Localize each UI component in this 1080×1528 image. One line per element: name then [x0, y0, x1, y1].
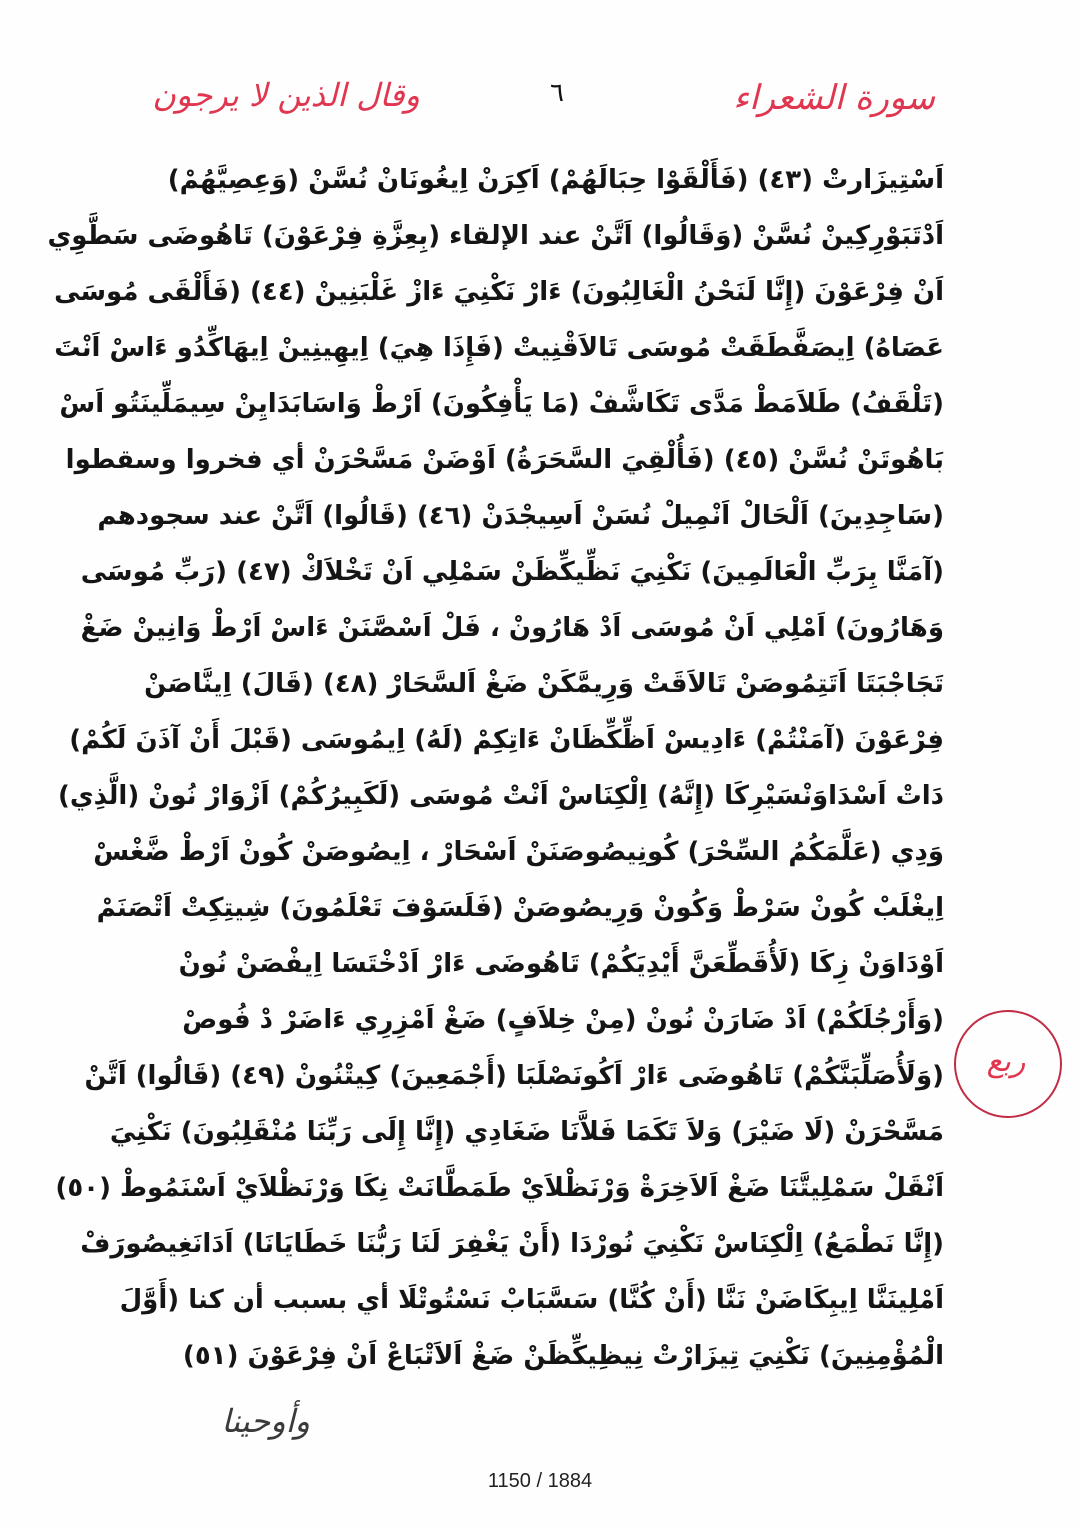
text-line: (تَلْقَفُ) طَلاَمَطْ مَدَّى تَكَاشَّفْ (مَا يَأْفِكُونَ) اَرْطْ وَاسَابَدَايِنْ سِيمَلِّينَتُو اَسْ — [59, 389, 944, 419]
text-line: اَوْدَاوَنْ زِكَا (لَأُقَطِّعَنَّ أَيْدِيَكُمْ) تَاهُوضَى ءَارْ اَدْخْتَسَا اِيفْصَنْ نُونْ — [178, 949, 944, 979]
text-line: الْمُؤْمِنِينَ) نَكْنِيَ تِيزَارْتْ نِيظِيكِّظَنْ ضَغْ اَلاَتْبَاعْ اَنْ فِرْعَوْنَ (٥١) — [182, 1341, 944, 1371]
text-line: (إِنَّا نَطْمَعُ) اِلْكِنَاسْ نَكْنِيَ نُورْدَا (أَنْ يَغْفِرَ لَنَا رَبُّنَا خَطَايَانَا) اَدَانَغِيصُورَفْ — [80, 1229, 944, 1259]
text-line: تَجَاجْبَتَا اَتَتِمُوصَنْ تَالاَقَتْ وَرِيمَّكَنْ ضَغْ اَلسَّحَارْ (٤٨) (قَالَ) اِينَّاصَنْ — [144, 669, 944, 699]
text-line: اَنْقَلْ سَمْلِيتَّنَا ضَغْ اَلاَخِرَةْ وَرْنَظْلاَيْ طَمَطَّانَتْ نِكَا وَرْنَظْلاَيْ اَسْنَمُوطْ (٥٠) — [55, 1173, 944, 1203]
quarter-marker-label: ربع — [986, 1044, 1026, 1079]
text-line: وَهَارُونَ) اَمْلِي اَنْ مُوسَى اَدْ هَارُونْ ، فَلْ اَسْصَّنَنْ ءَاسْ اَرْطْ وَانِينْ ضَغْ — [80, 613, 944, 643]
text-line: دَاتْ اَسْدَاوَنْسَيْرِكَا (إِنَّهُ) اِلْكِنَاسْ اَنْتْ مُوسَى (لَكَبِيرُكُمْ) اَزْوَارْ نُونْ (الَّذِي) — [57, 781, 944, 811]
text-line: اَدْتَبَوْرِكِينْ نُسَّنْ (وَقَالُوا) اَتَّنْ عند الإلقاء (بِعِزَّةِ فِرْعَوْنَ) تَاهُوضَى سَطَّوِي — [47, 221, 944, 251]
catchword-bottom: وأوحينا — [221, 1402, 310, 1440]
text-line: فِرْعَوْنَ (آمَنْتُمْ) ءَادِيسْ اَظِّكِّظَانْ ءَاتِكِمْ (لَهُ) اِيمُوسَى (قَبْلَ أَنْ آذَنَ لَكُمْ) — [69, 725, 944, 755]
body-text — [47, 152, 944, 1384]
page-number: ٦ — [550, 78, 564, 108]
text-line: بَاهُوتَنْ نُسَّنْ (٤٥) (فَأُلْقِيَ السَّحَرَةُ) اَوْضَنْ مَسَّحْرَنْ أي فخروا وسقطوا — [65, 445, 944, 475]
text-line: اَسْتِيزَارتْ (٤٣) (فَأَلْقَوْا حِبَالَهُمْ) اَكِرَنْ اِيغُونَانْ نُسَّنْ (وَعِصِيَّهُمْ) — [167, 165, 944, 195]
page-counter: 1150 / 1884 — [487, 1470, 593, 1492]
text-line: (وَلَأُصَلِّبَنَّكُمْ) تَاهُوضَى ءَارْ اَكُونَصْلَبَا (أَجْمَعِينَ) كِيتْنُونْ (٤٩) (قَالُوا) اَتَّنْ — [84, 1061, 944, 1091]
text-line: (سَاجِدِينَ) اَلْحَالْ اَنْمِيلْ نُسَنْ اَسِيجْدَنْ (٤٦) (قَالُوا) اَتَّنْ عند سجودهم — [97, 501, 944, 531]
text-line: اَنْ فِرْعَوْنَ (إِنَّا لَنَحْنُ الْغَالِبُونَ) ءَارْ نَكْنِيَ ءَازْ غَلْبَنِينْ (٤٤) (فَأَلْقَى مُوسَى — [54, 277, 944, 307]
catchword-top: وقال الذين لا يرجون — [152, 76, 420, 114]
sura-title: سورة الشعراء — [733, 78, 935, 118]
text-line: (آمَنَّا بِرَبِّ الْعَالَمِينَ) نَكْنِيَ نَظِّيكِّظَنْ سَمْلِي اَنْ تَخْلاَكْ (٤٧) (رَبِّ مُوسَى — [80, 557, 944, 587]
text-line: اَمْلِينَنَّا اِيبِكَاضَنْ نَنَّا (أَنْ كُنَّا) سَسَّبَابْ نَسْتُوتْلَا أي بسبب أن كنا (أَوَّلَ — [119, 1285, 944, 1315]
text-line: وَدِي (عَلَّمَكُمُ السِّحْرَ) كُونِيصُوصَنَنْ اَسْحَارْ ، اِيصُوصَنْ كُونْ اَرْطْ ضَّغْسْ — [93, 837, 944, 867]
text-line: عَصَاهُ) اِيصَفَّطَقَتْ مُوسَى تَالاَقْنِيتْ (فَإِذَا هِيَ) اِيهِينِينْ اِيهَاكِّدُو ءَاسْ اَنْتَ — [54, 333, 944, 363]
text-line: مَسَّحْرَنْ (لَا ضَيْرَ) وَلاَ تَكَمَا فَلاَّنَا ضَغَادِي (إِنَّا إِلَى رَبِّنَا مُنْقَلِبُونَ) نَكْنِيَ — [109, 1117, 944, 1147]
text-line: اِيغْلَبْ كُونْ سَرْطْ وَكُونْ وَرِيصُوصَنْ (فَلَسَوْفَ تَعْلَمُونَ) شِيتِكِتْ اَتْصَنَمْ — [96, 893, 944, 923]
text-line: (وَأَرْجُلَكُمْ) اَدْ ضَارَنْ نُونْ (مِنْ خِلاَفٍ) ضَغْ اَمْزِرِي ءَاضَرْ دْ فُوصْ — [182, 1005, 944, 1035]
